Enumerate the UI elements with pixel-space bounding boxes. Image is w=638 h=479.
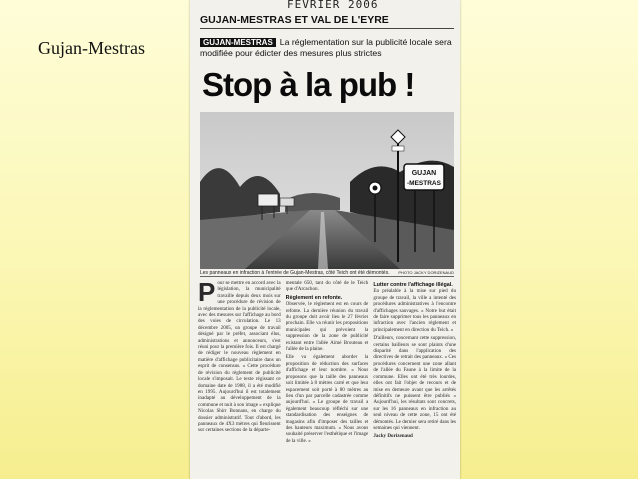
col2-p1: mentale 650, tant du côté de le Teich que d'Arcachon. bbox=[285, 280, 369, 293]
road-photo bbox=[200, 112, 454, 269]
col2-p2: Observée, le règlement est en cours de refonte. La dernière réunion du travail du groupe doit avoir lieu le 27 février prochain. Elle va réunir les propositions municipales qui prévoient la suppression de la zone de publicité existant entre l'allée Aimé Brouteau et l'allée de la plaine. bbox=[285, 301, 369, 353]
handwritten-date: FEVRIER 2006 bbox=[287, 0, 379, 11]
photo-credit: PHOTO JACKY DORIZENAUD bbox=[398, 270, 454, 275]
caption-text: Les panneaux en infraction à l'entrée de Gujan-Mestras, côté Teich ont été démontés. bbox=[200, 270, 390, 276]
headline: Stop à la pub ! bbox=[202, 66, 415, 103]
col1-intro: our se mettre en accord avec la législation, la municipalité travaille depuis deux mois sur une procédure de révision de la réglementation de la publicité locale, avec des mesures sur l'affichage au bord des voies de circulation. Le 13 décembre 2005, un groupe de travail désigné par le préfet, associant élus, administrations et annonceurs, s'est réuni pour la première fois. Il est chargé de rédiger le nouveau règlement en matière d'affichage publicitaire dans un esprit de consensus. « Cette procédure de révision du règlement de publicité locale s'imposait. Le texte régissant ce domaine date de 1988, il a été modifié en 1995. Aujourd'hui il est totalement inadapté au développement de la commune et nuit à son image » explique Nicolas Shirr Bonnans, en charge du dossier administratif. Tout d'abord, les panneaux de 4X3 mètres qui fleurissent sur certaines sections de la départe- bbox=[198, 280, 281, 434]
col3-subhead: Lutter contre l'affichage illégal. bbox=[373, 282, 453, 288]
kicker-text: La réglementation sur la publicité locale sera modifiée pour édicter des mesures plus strictes bbox=[200, 37, 452, 58]
col3-p1: En préalable à la mise sur pied du groupe de travail, la ville a intenté des procédures administratives à l'encontre d'affichages sauvages. « Notre but était de faire supprimer tous les panneaux en infraction avec l'ancien règlement et principalement en direction du Teich. » bbox=[373, 288, 457, 333]
article-column-3 bbox=[373, 280, 456, 479]
drop-cap: P bbox=[198, 280, 216, 307]
photo-caption bbox=[200, 270, 454, 277]
article-column-2 bbox=[286, 280, 369, 479]
slide-title: Gujan-Mestras bbox=[38, 38, 145, 58]
article-body bbox=[198, 280, 456, 479]
col2-p3: Elle va également aborder la proposition de réduction des surfaces d'affichage et leur nombre. « Nous proposons que la taille des panneaux soit limitée à 8 mètres carré et que leur espacement soit porté à 80 mètres au lieu d'un par parcelle cadastrée comme aujourd'hui. » Le groupe de travail a également beaucoup réfléchi sur une standardisation des enseignes de magasins afin d'imposer des tailles et des hauteurs maximum. « Nous avons souhaité préserver l'esthétique et l'image de la ville. » bbox=[285, 354, 369, 444]
road-photo-image bbox=[200, 112, 454, 269]
town-sign-line2: -MESTRAS bbox=[407, 180, 441, 187]
article-column-1 bbox=[198, 280, 281, 479]
town-sign-line1: GUJAN bbox=[411, 170, 437, 177]
section-tag: GUJAN-MESTRAS bbox=[200, 38, 276, 47]
masthead: GUJAN-MESTRAS ET VAL DE L'EYRE bbox=[200, 14, 454, 29]
kicker bbox=[200, 37, 455, 59]
newspaper-clipping bbox=[190, 0, 460, 479]
col3-p2: D'ailleurs, concernant cette suppression, certains bailleurs se sont plaints d'une disparité dans l'application des directives de retrait des panneaux. « Ces procédures concernent une zone allant de l'allée du Faune à la limite de la commune. Elles ont été très lourdes, elles ont fait l'objet de recours et de mise en demeure avant que les arrêtés définitifs ne puissent être publiés » Aujourd'hui, les résultats sont concrets, sur les 16 panneaux en infraction au seul niveau de cette zone, 15 ont été démontés. Le dernier sera retiré dans les semaines qui viennent. bbox=[373, 335, 457, 431]
author-signature: Jacky Dorizenaud bbox=[373, 433, 413, 440]
col2-subhead: Règlement en refonte. bbox=[285, 294, 343, 301]
